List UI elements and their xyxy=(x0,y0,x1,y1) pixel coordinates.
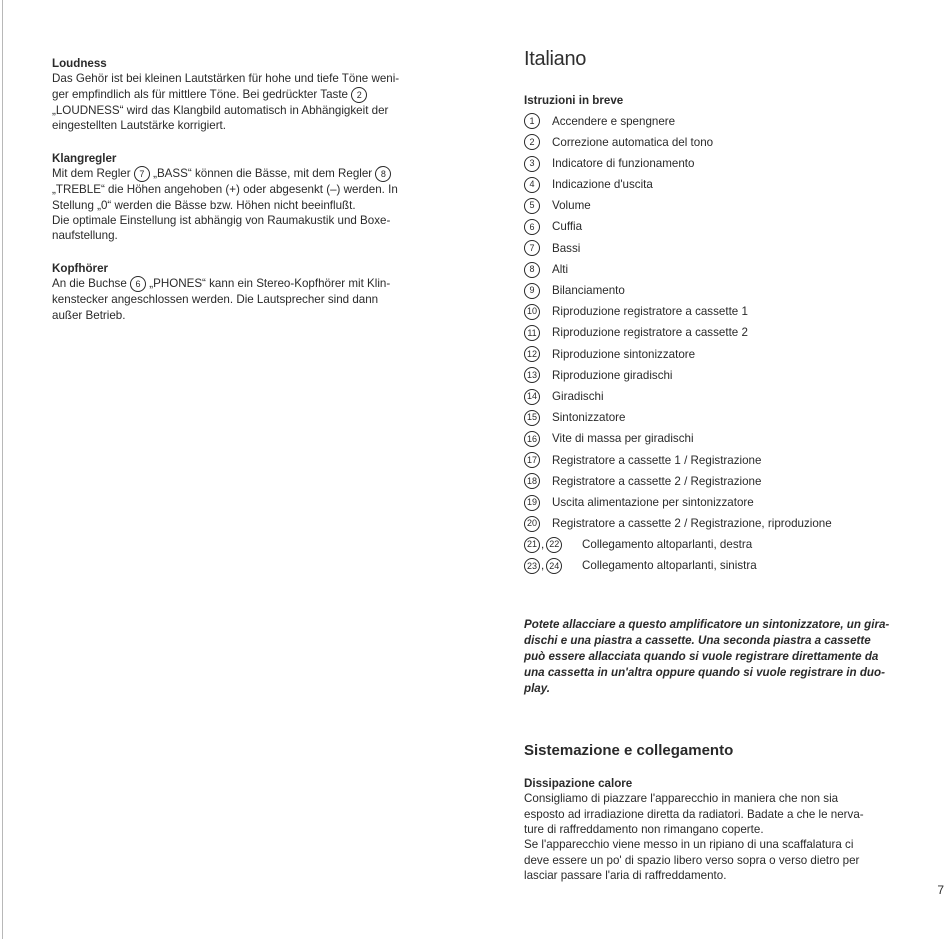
list-item xyxy=(524,217,944,238)
right-column xyxy=(524,48,944,883)
treble-number-badge: 8 xyxy=(375,166,391,182)
item-number-group xyxy=(524,452,552,468)
language-heading: Italiano xyxy=(524,48,587,70)
item-number-group xyxy=(524,431,552,447)
item-number-badge: 20 xyxy=(524,516,540,532)
item-label: Sintonizzatore xyxy=(552,411,626,425)
item-number-badge: 21 xyxy=(524,537,540,553)
item-label: Bassi xyxy=(552,241,581,255)
loudness-line-1: Das Gehör ist bei kleinen Lautstärken für hohe und tiefe Töne weni- xyxy=(52,72,400,86)
list-item xyxy=(524,513,944,534)
klangregler-line-2: „TREBLE“ die Höhen angehoben (+) oder abgesenkt (–) werden. In xyxy=(52,183,398,197)
klangregler-line-5: naufstellung. xyxy=(52,229,118,243)
left-column xyxy=(52,56,480,340)
instruction-list xyxy=(524,111,944,577)
item-number-group xyxy=(524,134,552,150)
intro-line-3: può essere allacciata quando si vuole registrare direttamente da xyxy=(524,649,879,663)
item-number-badge: 14 xyxy=(524,389,540,405)
key-number-badge: 2 xyxy=(351,87,367,103)
item-label: Riproduzione sintonizzatore xyxy=(552,347,696,361)
loudness-line-4: eingestellten Lautstärke korrigiert. xyxy=(52,119,226,133)
section-klangregler xyxy=(52,151,480,244)
item-number-badge: 13 xyxy=(524,367,540,383)
kopfhoerer-line-3: außer Betrieb. xyxy=(52,308,126,322)
body-line-1: Consigliamo di piazzare l'apparecchio in maniera che non sia xyxy=(524,792,839,806)
item-number-group xyxy=(524,410,552,426)
item-number-group xyxy=(524,367,552,383)
item-label: Registratore a cassette 2 / Registrazione xyxy=(552,474,762,488)
item-label: Collegamento altoparlanti, destra xyxy=(582,538,753,552)
intro-paragraph xyxy=(524,617,944,697)
list-item xyxy=(524,344,944,365)
intro-line-1: Potete allacciare a questo amplificatore un sintonizzatore, un gira- xyxy=(524,617,890,631)
item-number-badge: 5 xyxy=(524,198,540,214)
item-number-badge: 16 xyxy=(524,431,540,447)
kopfhoerer-text-b: „PHONES“ kann ein Stereo-Kopfhörer mit Klin- xyxy=(149,276,391,290)
list-item xyxy=(524,428,944,449)
list-heading: Istruzioni in breve xyxy=(524,94,624,108)
item-number-group xyxy=(524,537,582,553)
item-number-group xyxy=(524,219,552,235)
list-item xyxy=(524,471,944,492)
intro-line-2: dischi e una piastra a cassette. Una seconda piastra a cassette xyxy=(524,633,871,647)
klangregler-text-b: „BASS“ können die Bässe, mit dem Regler xyxy=(153,166,373,180)
section-kopfhoerer xyxy=(52,261,480,323)
item-number-group xyxy=(524,177,552,193)
body-line-5: deve essere un po' di spazio libero verso sopra o verso dietro per xyxy=(524,853,860,867)
item-label: Collegamento altoparlanti, sinistra xyxy=(582,559,757,573)
list-item xyxy=(524,153,944,174)
kopfhoerer-line-1 xyxy=(52,276,480,293)
page-number: 7 xyxy=(937,883,944,897)
body-line-2: esposto ad irradiazione diretta da radiatori. Badate a che le nerva- xyxy=(524,807,864,821)
item-number-badge: 18 xyxy=(524,473,540,489)
item-number-group xyxy=(524,389,552,405)
item-number-group xyxy=(524,325,552,341)
item-label: Volume xyxy=(552,199,591,213)
item-number-group xyxy=(524,113,552,129)
item-number-group xyxy=(524,516,552,532)
item-label: Indicatore di funzionamento xyxy=(552,156,695,170)
loudness-line-3: „LOUDNESS“ wird das Klangbild automatisch in Abhängigkeit der xyxy=(52,104,389,118)
item-number-badge: 15 xyxy=(524,410,540,426)
item-label: Accendere e spengnere xyxy=(552,114,676,128)
kopfhoerer-line-2: kenstecker angeschlossen werden. Die Lautsprecher sind dann xyxy=(52,293,379,307)
list-item xyxy=(524,534,944,555)
item-number-group xyxy=(524,304,552,320)
item-label: Bilanciamento xyxy=(552,284,625,298)
loudness-line-2 xyxy=(52,87,480,104)
item-number-group xyxy=(524,156,552,172)
body-line-6: lasciar passare l'aria di raffreddamento. xyxy=(524,868,727,882)
item-number-badge: 19 xyxy=(524,495,540,511)
body-line-4: Se l'apparecchio viene messo in un ripiano di una scaffalatura ci xyxy=(524,838,854,852)
loudness-line-2-text: ger empfindlich als für mittlere Töne. Bei gedrückter Taste xyxy=(52,87,348,101)
list-item xyxy=(524,132,944,153)
list-item xyxy=(524,238,944,259)
klangregler-line-4: Die optimale Einstellung ist abhängig von Raumakustik und Boxe- xyxy=(52,214,391,228)
intro-line-5: play. xyxy=(524,681,550,695)
number-separator: , xyxy=(541,538,545,552)
item-label: Giradischi xyxy=(552,389,604,403)
item-number-badge: 23 xyxy=(524,558,540,574)
list-item xyxy=(524,386,944,407)
list-item xyxy=(524,301,944,322)
bass-number-badge: 7 xyxy=(134,166,150,182)
subsection-heading: Dissipazione calore xyxy=(524,777,633,791)
item-number-badge: 6 xyxy=(524,219,540,235)
section-heading: Sistemazione e collegamento xyxy=(524,741,734,759)
item-label: Riproduzione registratore a cassette 2 xyxy=(552,326,748,340)
item-label: Registratore a cassette 2 / Registrazione, riproduzione xyxy=(552,517,832,531)
kopfhoerer-heading: Kopfhörer xyxy=(52,261,109,275)
list-item xyxy=(524,365,944,386)
item-number-badge: 17 xyxy=(524,452,540,468)
item-label: Indicazione d'uscita xyxy=(552,178,653,192)
item-number-badge: 24 xyxy=(546,558,562,574)
section-loudness xyxy=(52,56,480,134)
item-label: Cuffia xyxy=(552,220,583,234)
item-number-group xyxy=(524,198,552,214)
klangregler-heading: Klangregler xyxy=(52,151,117,165)
item-number-badge: 22 xyxy=(546,537,562,553)
number-separator: , xyxy=(541,559,545,573)
item-label: Vite di massa per giradischi xyxy=(552,432,694,446)
item-label: Riproduzione registratore a cassette 1 xyxy=(552,305,748,319)
item-number-group xyxy=(524,495,552,511)
list-item xyxy=(524,556,944,577)
item-number-group xyxy=(524,262,552,278)
page-edge-line xyxy=(2,0,3,939)
item-label: Alti xyxy=(552,262,569,276)
item-label: Riproduzione giradischi xyxy=(552,368,673,382)
kopfhoerer-text-a: An die Buchse xyxy=(52,276,127,290)
item-label: Registratore a cassette 1 / Registrazione xyxy=(552,453,762,467)
item-number-badge: 11 xyxy=(524,325,540,341)
list-item xyxy=(524,111,944,132)
list-item xyxy=(524,259,944,280)
item-label: Uscita alimentazione per sintonizzatore xyxy=(552,495,754,509)
item-number-badge: 1 xyxy=(524,113,540,129)
body-line-3: ture di raffreddamento non rimangano coperte. xyxy=(524,822,764,836)
item-number-group xyxy=(524,240,552,256)
item-number-badge: 2 xyxy=(524,134,540,150)
item-number-badge: 7 xyxy=(524,240,540,256)
item-number-badge: 3 xyxy=(524,156,540,172)
klangregler-text-a: Mit dem Regler xyxy=(52,166,131,180)
item-number-badge: 12 xyxy=(524,346,540,362)
list-item xyxy=(524,280,944,301)
loudness-heading: Loudness xyxy=(52,57,107,70)
list-item xyxy=(524,407,944,428)
item-number-group xyxy=(524,558,582,574)
item-number-badge: 4 xyxy=(524,177,540,193)
phones-number-badge: 6 xyxy=(130,276,146,292)
klangregler-line-3: Stellung „0“ werden die Bässe bzw. Höhen nicht beeinflußt. xyxy=(52,198,356,212)
klangregler-line-1 xyxy=(52,166,480,183)
item-number-badge: 8 xyxy=(524,262,540,278)
item-label: Correzione automatica del tono xyxy=(552,135,714,149)
item-number-badge: 9 xyxy=(524,283,540,299)
item-number-badge: 10 xyxy=(524,304,540,320)
item-number-group xyxy=(524,346,552,362)
list-item xyxy=(524,322,944,343)
list-item xyxy=(524,174,944,195)
list-item xyxy=(524,450,944,471)
intro-line-4: una cassetta in un'altra oppure quando si vuole registrare in duo- xyxy=(524,665,885,679)
item-number-group xyxy=(524,283,552,299)
list-item xyxy=(524,195,944,216)
list-item xyxy=(524,492,944,513)
item-number-group xyxy=(524,473,552,489)
